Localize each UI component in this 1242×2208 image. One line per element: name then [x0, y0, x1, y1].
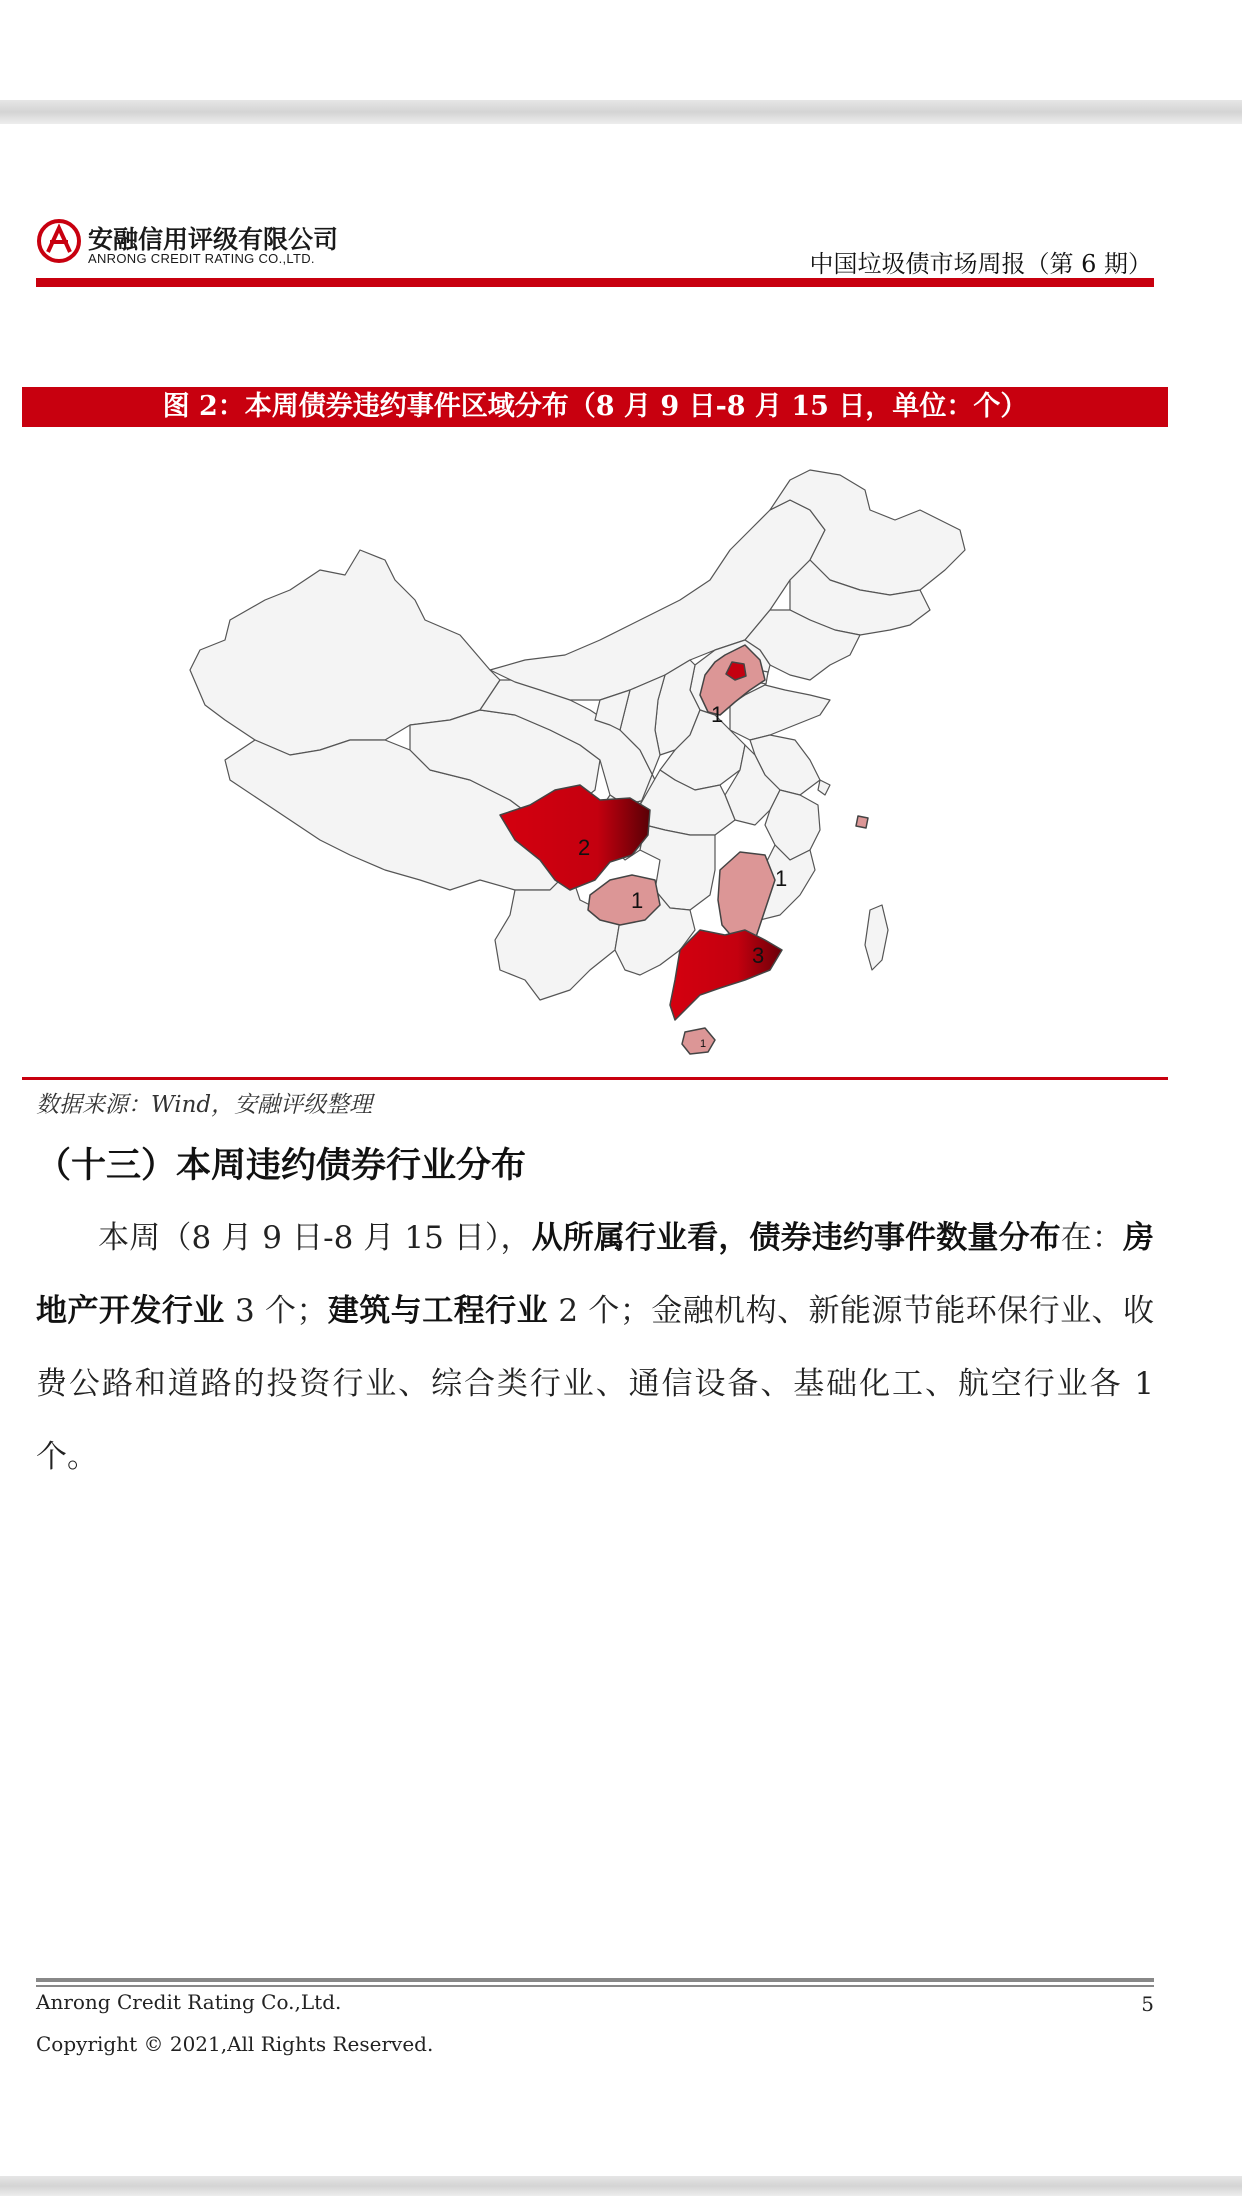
body-paragraph: 本周（8 月 9 日-8 月 15 日），从所属行业看，债券违约事件数量分布在：房地产开发行业 3 个；建筑与工程行业 2 个；金融机构、新能源节能环保行业、收费公路和道路的投资行业、综合类行业、通信设备、基础化工、航空行业各 1 个。 — [36, 1220, 1155, 1475]
region-taiwan — [865, 905, 888, 970]
region-inner-mongolia — [490, 500, 825, 700]
label-jiangxi-value: 1 — [775, 866, 788, 891]
figure-title: 图 2：本周债券违约事件区域分布（8 月 9 日-8 月 15 日，单位：个） — [22, 387, 1168, 427]
china-default-map — [170, 450, 1000, 1060]
region-shanghai-highlight — [856, 816, 868, 828]
region-hainan — [682, 1028, 715, 1054]
region-shanghai — [818, 780, 830, 795]
company-name-en: ANRONG CREDIT RATING CO.,LTD. — [88, 251, 315, 266]
company-name-cn: 安融信用评级有限公司 — [88, 225, 339, 254]
source-rule — [22, 1077, 1168, 1080]
label-hainan-value: 1 — [700, 1038, 707, 1050]
page-number: 5 — [1141, 1992, 1154, 2016]
section-heading: （十三）本周违约债券行业分布 — [36, 1146, 527, 1186]
copyright-notice: Copyright © 2021,All Rights Reserved. — [36, 2032, 434, 2056]
region-guangdong — [670, 930, 782, 1020]
label-guangdong-value: 3 — [752, 943, 765, 968]
label-guizhou-value: 1 — [631, 888, 644, 913]
report-title: 中国垃圾债市场周报（第 6 期） — [809, 250, 1152, 278]
label-beijing-value: 1 — [711, 702, 724, 727]
header-rule — [36, 278, 1154, 287]
label-sichuan-value: 2 — [578, 835, 591, 860]
footer-company: Anrong Credit Rating Co.,Ltd. — [36, 1990, 342, 2014]
figure-source: 数据来源：Wind，安融评级整理 — [36, 1092, 373, 1118]
bottom-page-gap — [0, 2176, 1242, 2196]
footer-rule-thin — [36, 1985, 1154, 1987]
anrong-logo-icon — [36, 218, 82, 264]
region-jiangxi — [718, 852, 775, 940]
footer-rule — [36, 1978, 1154, 1982]
